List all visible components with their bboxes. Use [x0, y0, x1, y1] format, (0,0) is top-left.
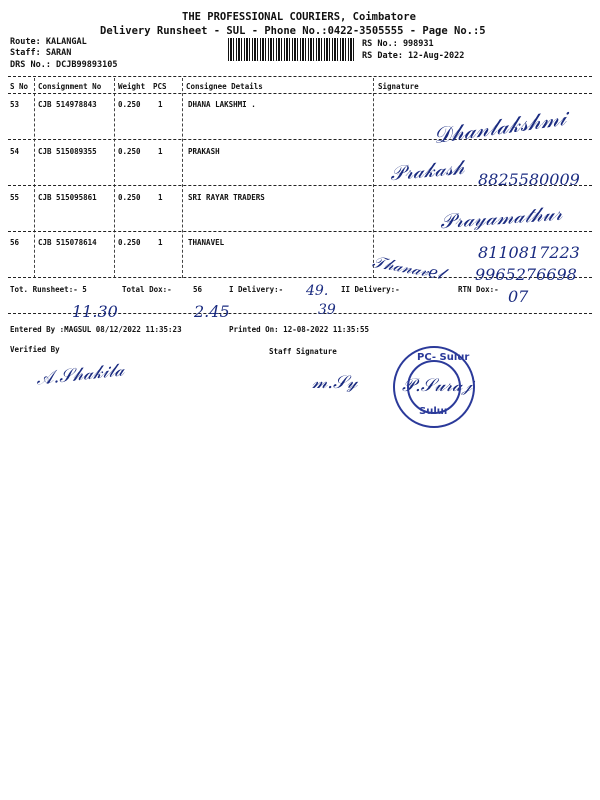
company-title: THE PROFESSIONAL COURIERS, Coimbatore: [182, 11, 416, 23]
total-runsheet: Tot. Runsheet:- 5: [10, 285, 87, 294]
column-divider: [34, 78, 35, 278]
verifier-signature: 𝒜.𝒮𝒽𝒶𝓀𝒾𝓁𝒶: [35, 359, 126, 390]
signature-prakash: 𝒫𝓇𝒶𝓀𝒶𝓈𝒽: [389, 154, 466, 186]
route-label: Route: KALANGAL: [10, 37, 87, 47]
entered-by: Entered By :MAGSUL 08/12/2022 11:35:23: [10, 325, 182, 334]
handwritten-phone: 8825580009: [478, 170, 580, 189]
rtn-dox-label: RTN Dox:-: [458, 285, 499, 294]
col-header-consignment: Consignment No: [38, 82, 102, 91]
total-dox-value: 56: [193, 285, 203, 294]
column-divider: [182, 78, 183, 278]
rs-number: RS No.: 998931: [362, 39, 434, 49]
ii-delivery-label: II Delivery:-: [341, 285, 400, 294]
staff-signature-stroke: 𝒫.𝒮𝓊𝓇𝒶𝒿: [402, 375, 473, 396]
handwritten-time: 11.30: [72, 302, 118, 321]
table-row-pcs: 1: [158, 238, 163, 247]
table-row-consignment: CJB 514978843: [38, 100, 97, 109]
stamp-bottom-text: Sulur: [419, 406, 449, 417]
table-top-rule: [8, 76, 592, 77]
i-delivery-label: I Delivery:-: [229, 285, 284, 294]
column-divider: [373, 78, 374, 278]
table-row-consignment: CJB 515095861: [38, 193, 97, 202]
table-row-consignee: DHANA LAKSHMI .: [188, 100, 256, 109]
handwritten-time: 2.45: [194, 302, 230, 321]
barcode: [228, 38, 356, 61]
signature-thanavel: 𝒯𝒽𝒶𝓃𝒶𝓋𝑒𝓁: [370, 251, 445, 284]
rs-date: RS Date: 12-Aug-2022: [362, 51, 465, 61]
table-row-sno: 56: [10, 238, 20, 247]
runsheet-subtitle: Delivery Runsheet - SUL - Phone No.:0422-3505555 - Page No.:5: [100, 25, 486, 37]
table-row-consignee: SRI RAYAR TRADERS: [188, 193, 265, 202]
handwritten-time: 39: [318, 302, 336, 318]
table-row-weight: 0.250: [118, 100, 141, 109]
table-row-sno: 55: [10, 193, 20, 202]
column-divider: [114, 78, 115, 278]
handwritten-phone: 9965276698: [475, 265, 577, 284]
table-row-sno: 53: [10, 100, 20, 109]
col-header-signature: Signature: [378, 82, 419, 91]
total-dox-label: Total Dox:-: [122, 285, 172, 294]
signature-rayar: 𝒫𝓇𝒶𝓎𝒶𝓂𝒶𝓉𝒽𝓊𝓇: [439, 200, 563, 234]
handwritten-phone: 8110817223: [478, 243, 580, 262]
table-row-pcs: 1: [158, 193, 163, 202]
staff-signature-label: Staff Signature: [269, 347, 337, 356]
handwritten-i-delivery: 49.: [306, 283, 329, 299]
table-row-consignee: THANAVEL: [188, 238, 225, 247]
stamp-top-text: PC- Sulur: [417, 352, 470, 363]
table-row-pcs: 1: [158, 100, 163, 109]
drs-number: DRS No.: DCJB99893105: [10, 60, 118, 70]
col-header-sno: S No: [10, 82, 29, 91]
col-header-pcs: PCS: [153, 82, 167, 91]
table-row-weight: 0.250: [118, 238, 141, 247]
table-row-pcs: 1: [158, 147, 163, 156]
table-row-weight: 0.250: [118, 193, 141, 202]
table-row-sno: 54: [10, 147, 20, 156]
company-stamp: [393, 346, 475, 428]
col-header-consignee: Consignee Details: [186, 82, 263, 91]
table-row-consignee: PRAKASH: [188, 147, 220, 156]
col-header-weight: Weight: [118, 82, 146, 91]
staff-label: Staff: SARAN: [10, 48, 72, 58]
handwritten-rtn: 07: [508, 287, 529, 306]
row-rule: [8, 231, 592, 232]
printed-on: Printed On: 12-08-2022 11:35:55: [229, 325, 369, 334]
table-row-consignment: CJB 515089355: [38, 147, 97, 156]
table-row-consignment: CJB 515078614: [38, 238, 97, 247]
table-row-weight: 0.250: [118, 147, 141, 156]
verified-by-label: Verified By: [10, 345, 60, 354]
staff-signature: 𝓂.𝒮𝓎: [312, 372, 358, 393]
header-rule: [8, 93, 592, 94]
signature-dhana: 𝒟𝒽𝒶𝓃𝓁𝒶𝓀𝓈𝒽𝓂𝒾: [431, 105, 568, 150]
